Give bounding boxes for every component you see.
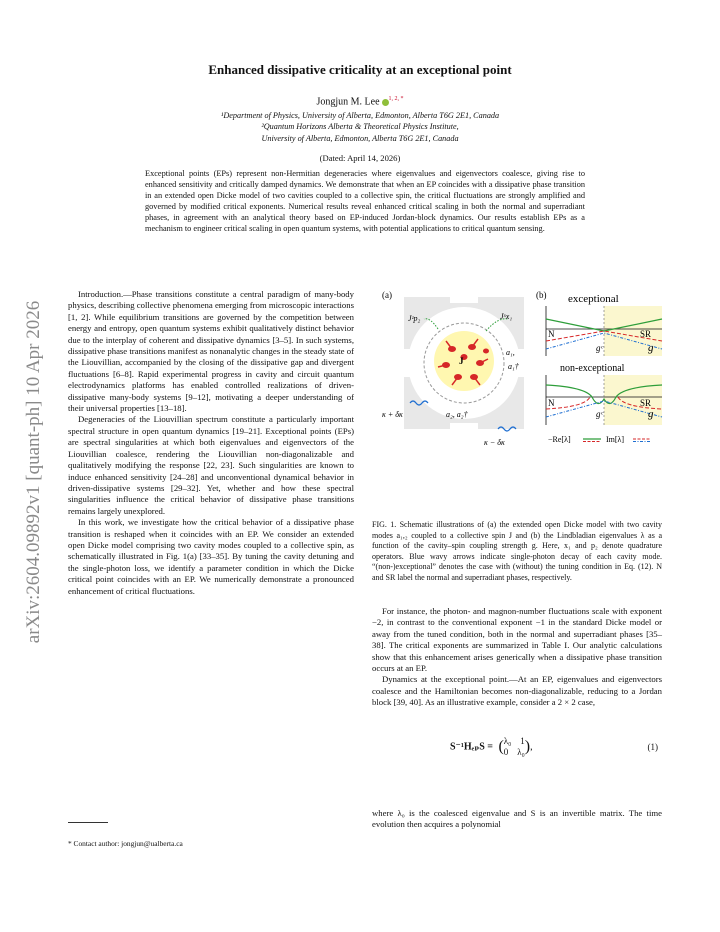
paragraph-dynamics: Dynamics at the exceptional point.—At an EP, eigenvalues and eigenvectors coalesce and the Hamiltonian becomes non-diagonalizable, reducing to a Jordan block [39, 40]. As an illustrative example, consider a 2 × 2 case, [372, 674, 662, 708]
matrix-right-paren: ) [524, 738, 531, 755]
label-jz-p2: Jᶻp₂ [408, 314, 421, 323]
label-gc-bottom: gᶜ [596, 409, 603, 419]
paragraph-degeneracies: Degeneracies of the Liouvillian spectrum constitute a particularly important spectral structure in open quantum dynamics [19–21]. Exceptional points (EPs) are spectral singularities at which both eigenvalues and eigenvectors of the Liouvillian coalesce, rendering the Liouvillian non-diagonalizable and qualitatively modifying the response [22, 23]. Such singularities are known to induce enhanced sensitivity [24–28] and unconventional dynamical behavior in driven-dissipative systems [29–32]. Yet, whether and how these spectral singularities influence the critical behavior of dissipative phase transitions remains largely unexplored. [68, 414, 354, 516]
equation-1 [372, 732, 662, 766]
paragraph-this-work: In this work, we investigate how the critical behavior of a dissipative phase transition is reshaped when it coincides with an EP. We consider an extended open Dicke model comprising two cavity modes coupled to a collective spin, as schematically illustrated in Fig. 1(a) [33–35]. By tuning the cavity detuning and the single-photon loss, we identify a parameter condition in which the Dicke critical point coincides with an EP. We numerically demonstrate a pronounced enhancement of critical fluctuations. [68, 517, 354, 596]
matrix [504, 736, 525, 758]
mirror-gap-top [450, 293, 478, 303]
mirror-gap-bottom [450, 423, 478, 433]
author-marks: 1, 2, * [388, 96, 404, 102]
author-line [0, 96, 720, 107]
label-gc-top: gᶜ [596, 343, 603, 353]
author-name: Jongjun M. Lee [316, 96, 380, 108]
label-N-top: N [548, 329, 555, 339]
figure-caption: FIG. 1. Schematic illustrations of (a) the extended open Dicke model with two cavity modes a₁,₂ coupled to a collective spin J and (b) the Lindbladian eigenvalues λ as a function of the cavity–spin coupling strength g. Here, x₁ and p₂ denote quadrature operators. Blue wavy arrows indicate single-photon decay of each cavity mode. “(non-)exceptional” denotes the case with (without) the tuning condition in Eq. (12). N and SR label the normal and superradiant phases, respectively. [372, 520, 662, 582]
label-g-bottom: g [648, 408, 654, 420]
legend-re: −Re[λ] [548, 435, 571, 444]
footnote-rule [68, 822, 108, 823]
matrix-left-paren: ( [498, 738, 504, 755]
figure-1 [380, 289, 670, 459]
matrix-m22: λ₀ [517, 747, 525, 757]
label-SR-bottom: SR [640, 398, 652, 408]
label-g-top: g [648, 342, 654, 354]
arxiv-stamp [18, 262, 50, 682]
left-column [68, 289, 354, 597]
spin-label: J [459, 356, 464, 366]
arxiv-stamp-text: arXiv:2604.09892v1 [quant-ph] 10 Apr 2026 [23, 300, 44, 644]
mirror-gap-left [400, 349, 410, 377]
equation-number: (1) [647, 742, 658, 752]
label-exceptional: exceptional [568, 293, 619, 305]
equation-body: S⁻¹HₑₚS = (λ₀ 1 0 λ₀), [450, 736, 533, 757]
panel-a-label: (a) [382, 290, 392, 300]
panel-b-label: (b) [536, 290, 547, 300]
label-kappa-minus: κ − δκ [484, 438, 505, 447]
label-a2: a₂, a₂† [446, 410, 468, 419]
matrix-m11: λ₀ [503, 736, 512, 746]
right-column-end: where λ₀ is the coalesced eigenvalue and S is an invertible matrix. The time evolution then acquires a polynomial [372, 808, 662, 830]
matrix-m12: 1 [520, 736, 525, 746]
label-non-exceptional: non-exceptional [560, 363, 625, 374]
label-SR-top: SR [640, 329, 652, 339]
paragraph-fluctuations: For instance, the photon- and magnon-number fluctuations scale with exponent −2, in contrast to the conventional exponent −1 in the standard Dicke model or away from the tuned condition, both in the normal and superradiant phases [35–38]. The critical exponents are summarized in Table I. Our analytic calculations show that this enhancement arises generically when a dissipative phase transition occurs at an EP. [372, 606, 662, 674]
right-column [372, 606, 662, 709]
abstract: Exceptional points (EPs) represent non-Hermitian degeneracies where eigenvalues and eigenvectors coalesce, giving rise to enhanced sensitivity and critically damped dynamics. We demonstrate that when an EP coincides with a dissipative phase transition in an extended open Dicke model of two cavities coupled to a collective spin, the critical fluctuations are strongly amplified and governed by modified critical exponents. Numerical results reveal enhanced critical scaling in both the normal and superradiant phases, in agreement with an analytical theory based on EP-induced Jordan-block dynamics. Our results establish EPs as a mechanism to engineer critical scaling in open quantum systems, with potential applications to critical quantum sensing. [145, 169, 585, 233]
paper-title: Enhanced dissipative criticality at an exceptional point [208, 62, 512, 77]
label-a1: a₁, [506, 348, 515, 357]
label-kappa-plus: κ + δκ [382, 410, 403, 419]
mirror-gap-right [518, 349, 528, 377]
footnote: * Contact author: jongjun@ualberta.ca [68, 839, 183, 848]
legend-im: Im[λ] [606, 435, 625, 444]
affiliation-1: ¹Department of Physics, University of Alberta, Edmonton, Alberta T6G 2E1, Canada [220, 111, 500, 120]
affiliation-2: ²Quantum Horizons Alberta & Theoretical Physics Institute, [261, 122, 459, 132]
paragraph-introduction: Introduction.—Phase transitions constitute a central paradigm of many-body physics, describing collective phenomena emerging from microscopic interactions [1, 2]. While equilibrium transitions are governed by the competition between energy and entropy, open quantum systems exhibit qualitatively distinct behavior due to the interplay of coherent and dissipative dynamics [3–5]. In such systems, dissipative phase transitions manifest as nonanalytic changes in the steady state of the Liouvillian, accompanied by the closing of the dissipative gap and divergent fluctuations [6–8]. Rapid experimental progress in cavity and circuit quantum electrodynamics platforms has enabled controlled realizations of driven-dissipative many-body systems [9–12], motivating a deeper understanding of their universal properties [13–18]. [68, 289, 354, 414]
label-N-bottom: N [548, 398, 555, 408]
affiliations [0, 110, 720, 144]
affiliation-3: University of Alberta, Edmonton, Alberta T6G 2E1, Canada [261, 133, 459, 143]
matrix-m21: 0 [503, 747, 509, 757]
label-jx-x1: Jˣx₁ [500, 312, 513, 321]
orcid-icon[interactable] [382, 99, 389, 106]
equation-lhs: S⁻¹HₑₚS = [450, 741, 493, 753]
dated-line: (Dated: April 14, 2026) [319, 153, 401, 163]
label-a1-dagger: a₁† [508, 362, 519, 371]
